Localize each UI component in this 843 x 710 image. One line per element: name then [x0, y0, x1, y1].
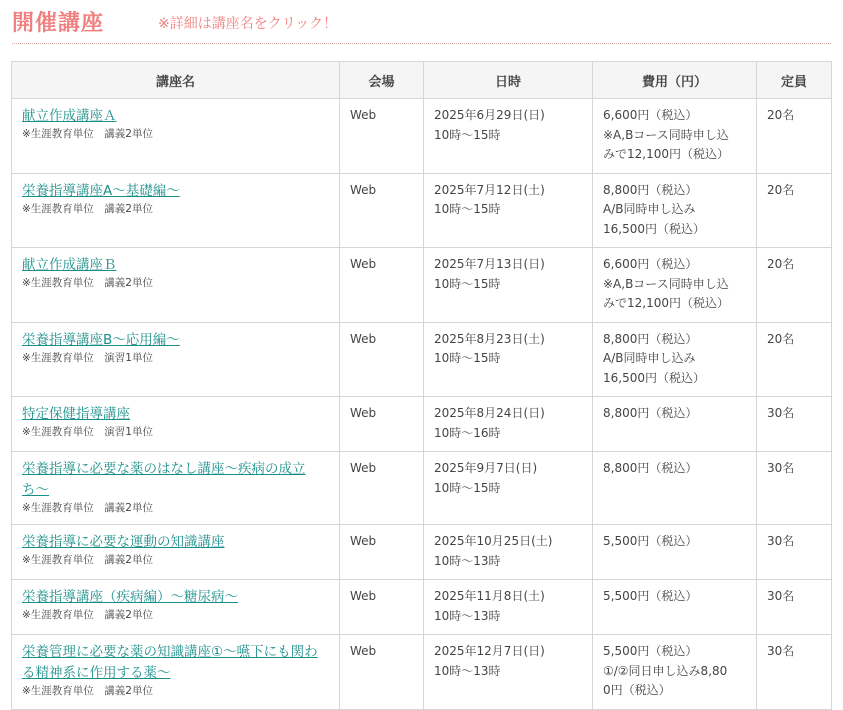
- event-time: 10時〜15時: [434, 202, 501, 216]
- event-date: 2025年7月12日(土): [434, 182, 545, 197]
- credit-note: ※生涯教育単位 講義2単位: [22, 609, 153, 621]
- course-name-cell: [12, 635, 340, 710]
- event-date: 2025年6月29日(日): [434, 108, 545, 122]
- table-header-row: [12, 62, 832, 99]
- fee-cell: [593, 99, 757, 174]
- course-name-cell: [12, 580, 340, 635]
- capacity-cell: 30名: [757, 525, 832, 580]
- capacity-cell: 20名: [757, 322, 832, 397]
- fee-line: みで12,100円（税込）: [603, 296, 729, 310]
- column-header-course-name: 講座名: [12, 62, 340, 99]
- table-row: [12, 452, 832, 525]
- capacity-cell: 20名: [757, 99, 832, 174]
- fee-line: ※A,Bコース同時申し込: [603, 276, 729, 291]
- course-name-cell: [12, 322, 340, 397]
- fee-line: ※A,Bコース同時申し込: [603, 127, 729, 142]
- course-name-cell: [12, 99, 340, 174]
- column-header-venue: 会場: [340, 62, 424, 99]
- venue-cell: Web: [340, 452, 424, 525]
- course-table: [11, 61, 832, 710]
- page-title: 開催講座: [12, 11, 105, 36]
- fee-cell: [593, 173, 757, 248]
- table-row: [12, 397, 832, 452]
- table-row: [12, 173, 832, 248]
- credit-note: ※生涯教育単位 演習1単位: [22, 351, 153, 364]
- venue-cell: Web: [340, 635, 424, 710]
- course-rows: [12, 99, 832, 710]
- fee-line: 6,600円（税込）: [603, 108, 698, 122]
- credit-note: ※生涯教育単位 講義2単位: [22, 554, 153, 566]
- column-header-datetime: 日時: [424, 62, 593, 99]
- fee-line: A/B同時申し込み: [603, 351, 696, 365]
- fee-cell: [593, 322, 757, 397]
- course-name-cell: [12, 452, 340, 525]
- event-time: 10時〜13時: [434, 663, 501, 678]
- fee-line: 5,500円（税込）: [603, 534, 698, 548]
- datetime-cell: [424, 322, 593, 397]
- column-header-fee: 費用（円）: [593, 62, 757, 99]
- fee-line: みで12,100円（税込）: [603, 147, 729, 161]
- course-name-cell: [12, 525, 340, 580]
- course-link[interactable]: 栄養指導講座B〜応用編〜: [22, 331, 180, 348]
- capacity-cell: 20名: [757, 248, 832, 323]
- event-date: 2025年11月8日(土): [434, 589, 545, 603]
- fee-line: 8,800円（税込）: [603, 406, 698, 420]
- column-header-capacity: 定員: [757, 62, 832, 99]
- datetime-cell: [424, 580, 593, 635]
- event-time: 10時〜15時: [434, 480, 501, 495]
- fee-line: 8,800円（税込）: [603, 461, 698, 475]
- table-row: [12, 580, 832, 635]
- fee-line: 6,600円（税込）: [603, 257, 698, 271]
- credit-note: ※生涯教育単位 講義2単位: [22, 202, 153, 215]
- venue-cell: Web: [340, 580, 424, 635]
- course-link[interactable]: 献立作成講座Ａ: [22, 108, 117, 124]
- datetime-cell: [424, 248, 593, 323]
- course-link[interactable]: 栄養指導講座A〜基礎編〜: [22, 182, 180, 199]
- event-date: 2025年8月24日(日): [434, 406, 545, 420]
- venue-cell: Web: [340, 397, 424, 452]
- venue-cell: Web: [340, 248, 424, 323]
- fee-line: ①/②同日申し込み8,80: [603, 663, 728, 678]
- event-time: 10時〜15時: [434, 276, 501, 291]
- course-link[interactable]: 特定保健指導講座: [22, 406, 130, 422]
- click-hint-note: ※詳細は講座名をクリック！: [158, 16, 338, 32]
- table-row: [12, 248, 832, 323]
- credit-note: ※生涯教育単位 講義2単位: [22, 277, 153, 289]
- event-date: 2025年10月25日(土): [434, 534, 553, 548]
- fee-line: 16,500円（税込）: [603, 370, 705, 385]
- venue-cell: Web: [340, 322, 424, 397]
- fee-line: A/B同時申し込み: [603, 202, 696, 216]
- event-time: 10時〜15時: [434, 351, 501, 365]
- datetime-cell: [424, 99, 593, 174]
- venue-cell: Web: [340, 99, 424, 174]
- event-time: 10時〜13時: [434, 608, 501, 623]
- table-row: [12, 525, 832, 580]
- course-link[interactable]: 栄養指導に必要な運動の知識講座: [22, 534, 225, 550]
- fee-cell: [593, 635, 757, 710]
- venue-cell: Web: [340, 525, 424, 580]
- credit-note: ※生涯教育単位 講義2単位: [22, 685, 153, 697]
- credit-note: ※生涯教育単位 演習1単位: [22, 426, 153, 438]
- header-divider: [12, 43, 831, 44]
- credit-note: ※生涯教育単位 講義2単位: [22, 502, 153, 514]
- course-name-cell: [12, 248, 340, 323]
- table-row: [12, 99, 832, 174]
- page-header: [0, 0, 843, 44]
- course-link[interactable]: 栄養管理に必要な薬の知識講座①〜嚥下にも関わる精神系に作用する薬〜: [22, 644, 318, 681]
- course-link[interactable]: 栄養指導に必要な薬のはなし講座〜疾病の成立ち〜: [22, 461, 306, 498]
- course-name-cell: [12, 397, 340, 452]
- capacity-cell: 30名: [757, 397, 832, 452]
- venue-cell: Web: [340, 173, 424, 248]
- event-time: 10時〜13時: [434, 553, 501, 568]
- capacity-cell: 20名: [757, 173, 832, 248]
- table-row: [12, 635, 832, 710]
- event-date: 2025年8月23日(土): [434, 331, 545, 346]
- datetime-cell: [424, 452, 593, 525]
- datetime-cell: [424, 525, 593, 580]
- credit-note: ※生涯教育単位 講義2単位: [22, 128, 153, 140]
- event-date: 2025年7月13日(日): [434, 257, 545, 271]
- event-time: 10時〜15時: [434, 127, 501, 142]
- capacity-cell: 30名: [757, 580, 832, 635]
- table-row: [12, 322, 832, 397]
- fee-line: 8,800円（税込）: [603, 182, 698, 197]
- capacity-cell: 30名: [757, 635, 832, 710]
- event-time: 10時〜16時: [434, 425, 501, 440]
- course-name-cell: [12, 173, 340, 248]
- fee-line: 5,500円（税込）: [603, 589, 698, 603]
- datetime-cell: [424, 397, 593, 452]
- fee-line: 16,500円（税込）: [603, 221, 705, 236]
- fee-cell: [593, 248, 757, 323]
- fee-line: 5,500円（税込）: [603, 644, 698, 658]
- event-date: 2025年12月7日(日): [434, 644, 545, 658]
- datetime-cell: [424, 173, 593, 248]
- fee-cell: [593, 397, 757, 452]
- fee-cell: [593, 580, 757, 635]
- fee-line: 0円（税込）: [603, 683, 671, 697]
- fee-cell: [593, 452, 757, 525]
- capacity-cell: 30名: [757, 452, 832, 525]
- course-link[interactable]: 栄養指導講座（疾病編）〜糖尿病〜: [22, 589, 238, 605]
- course-link[interactable]: 献立作成講座Ｂ: [22, 257, 117, 273]
- fee-line: 8,800円（税込）: [603, 331, 698, 346]
- datetime-cell: [424, 635, 593, 710]
- fee-cell: [593, 525, 757, 580]
- event-date: 2025年9月7日(日): [434, 461, 538, 475]
